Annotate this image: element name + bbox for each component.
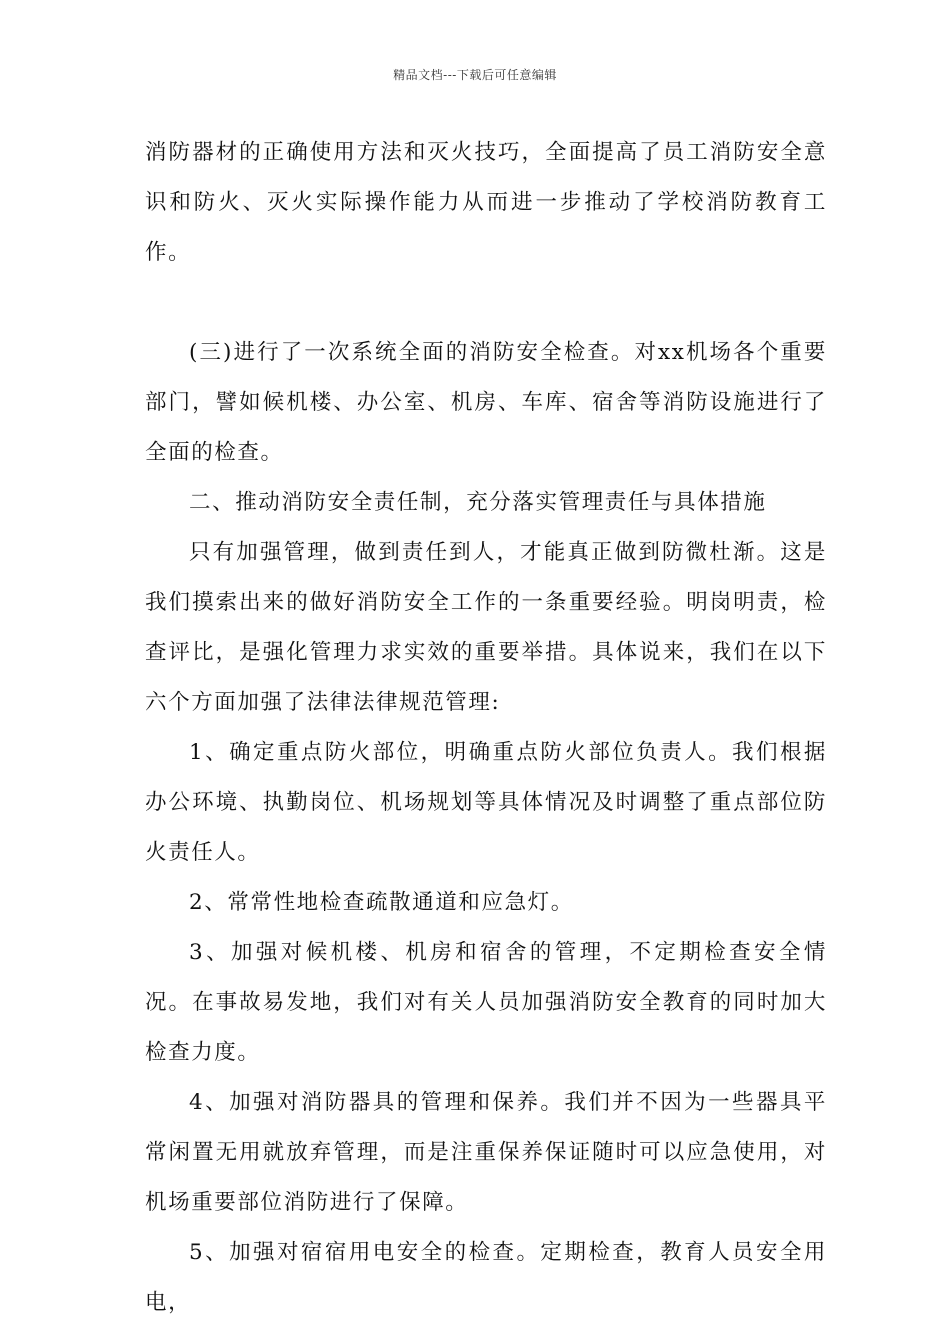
paragraph-section-three: (三)进行了一次系统全面的消防安全检查。对xx机场各个重要部门，譬如候机楼、办公室、机房、车库、宿舍等消防设施进行了全面的检查。 xyxy=(145,340,827,465)
paragraph-management: 只有加强管理，做到责任到人，才能真正做到防微杜渐。这是我们摸索出来的做好消防安全工作的一条重要经验。明岗明责，检查评比，是强化管理力求实效的重要举措。具体说来，我们在以下六个方面加强了法律法律规范管理: xyxy=(145,540,827,715)
list-item-5: 5、加强对宿宿用电安全的检查。定期检查，教育人员安全用电， xyxy=(145,1240,827,1315)
list-item-2: 2、常常性地检查疏散通道和应急灯。 xyxy=(189,890,574,915)
list-item-1: 1、确定重点防火部位，明确重点防火部位负责人。我们根据办公环境、执勤岗位、机场规划等具体情况及时调整了重点部位防火责任人。 xyxy=(145,740,827,865)
page-header: 精品文档---下载后可任意编辑 xyxy=(393,68,557,82)
list-item-3: 3、加强对候机楼、机房和宿舍的管理，不定期检查安全情况。在事故易发地，我们对有关人员加强消防安全教育的同时加大检查力度。 xyxy=(145,940,827,1065)
list-item-4: 4、加强对消防器具的管理和保养。我们并不因为一些器具平常闲置无用就放弃管理，而是注重保养保证随时可以应急使用，对机场重要部位消防进行了保障。 xyxy=(145,1090,827,1215)
section-heading-two: 二、推动消防安全责任制，充分落实管理责任与具体措施 xyxy=(189,490,767,515)
document-body xyxy=(145,128,827,1328)
paragraph-continuation: 消防器材的正确使用方法和灭火技巧，全面提高了员工消防安全意识和防火、灭火实际操作能力从而进一步推动了学校消防教育工作。 xyxy=(145,140,827,265)
